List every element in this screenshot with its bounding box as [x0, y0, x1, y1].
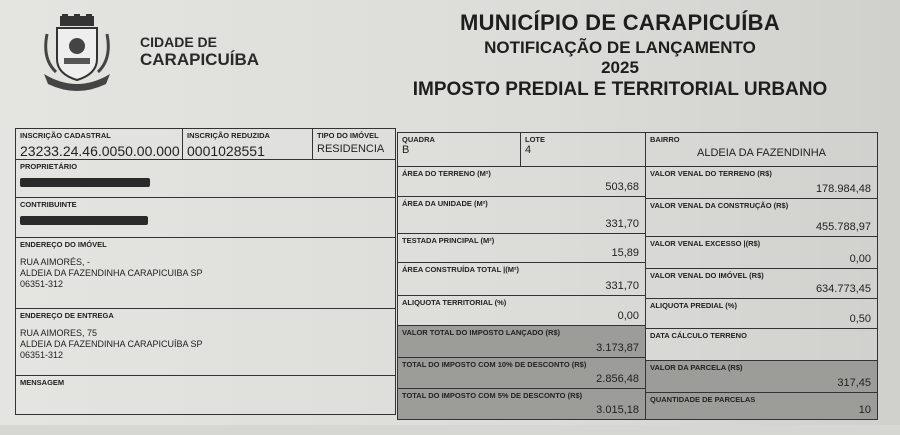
label: TOTAL DO IMPOSTO COM 10% DE DESCONTO (R$) [402, 360, 587, 369]
value: 23233.24.46.0050.00.000 [20, 143, 180, 159]
field-area-construida [397, 262, 646, 296]
value: 3.173,87 [596, 342, 639, 354]
field-valor-venal-terreno [645, 166, 878, 199]
redacted-name [20, 178, 150, 187]
city-line2: CARAPICUÍBA [140, 50, 259, 69]
label: TIPO DO IMÓVEL [317, 131, 379, 140]
label: QUANTIDADE DE PARCELAS [650, 395, 756, 404]
document-title [380, 10, 860, 101]
address-line2: ALDEIA DA FAZENDINHA CARAPICUIBA SP [20, 268, 203, 278]
field-area-unidade [397, 196, 646, 234]
value: 0001028551 [187, 143, 265, 159]
address [20, 257, 391, 290]
field-valor-total [397, 325, 646, 358]
field-inscricao-cadastral [15, 128, 183, 160]
field-valor-venal-imovel [645, 268, 878, 299]
value: B [402, 144, 410, 156]
label: ÁREA CONSTRUÍDA TOTAL |(M²) [402, 265, 519, 274]
label: MENSAGEM [20, 378, 65, 387]
value: ALDEIA DA FAZENDINHA [697, 147, 826, 159]
title-notification: NOTIFICAÇÃO DE LANÇAMENTO [484, 38, 756, 57]
redacted-name [20, 216, 148, 225]
field-valor-venal-excesso [645, 236, 878, 269]
address-line1: RUA AIMORÉS, - [20, 257, 91, 267]
field-mensagem [15, 375, 396, 415]
label: LOTE [525, 135, 545, 144]
title-municipality: MUNICÍPIO DE CARAPICUÍBA [459, 10, 781, 35]
field-bairro [645, 132, 878, 167]
field-tipo-imovel [312, 128, 396, 160]
value: 331,70 [605, 218, 639, 230]
label: BAIRRO [650, 135, 680, 144]
field-desconto-5 [397, 388, 646, 420]
address-line1: RUA AIMORES, 75 [20, 328, 98, 338]
label: INSCRIÇÃO REDUZIDA [187, 131, 270, 140]
label: VALOR VENAL DO IMÓVEL (R$) [650, 271, 764, 280]
field-quantidade-parcelas [645, 392, 878, 420]
label: VALOR VENAL DO TERRENO (R$) [650, 169, 772, 178]
label: ALIQUOTA PREDIAL (%) [650, 301, 737, 310]
city-name [140, 34, 259, 70]
value: 331,70 [605, 280, 639, 292]
value: 503,68 [605, 181, 639, 193]
field-endereco-entrega [15, 308, 396, 376]
address-line2: ALDEIA DA FAZENDINHA CARAPICUÍBA SP [20, 339, 203, 349]
field-quadra [397, 132, 521, 167]
label: DATA CÁLCULO TERRENO [650, 331, 747, 340]
label: ÁREA DO TERRENO (M²) [402, 169, 491, 178]
field-aliquota-predial [645, 298, 878, 329]
value: 0,50 [849, 313, 871, 325]
label: QUADRA [402, 135, 435, 144]
value: 10 [858, 404, 871, 416]
field-endereco-imovel [15, 237, 396, 309]
field-aliquota-territorial [397, 295, 646, 326]
value: 0,00 [849, 253, 871, 265]
value: 4 [525, 144, 532, 156]
value: RESIDENCIA [317, 143, 385, 155]
label: ÁREA DA UNIDADE (M²) [402, 199, 488, 208]
value: 0,00 [617, 310, 639, 322]
label: CONTRIBUINTE [20, 200, 77, 209]
field-area-terreno [397, 166, 646, 197]
value: 634.773,45 [815, 283, 871, 295]
label: ENDEREÇO DO IMÓVEL [20, 240, 107, 249]
field-inscricao-reduzida [182, 128, 313, 160]
value: 455.788,97 [815, 221, 871, 233]
label: ENDEREÇO DE ENTREGA [20, 311, 114, 320]
address-zip: 06351-312 [20, 279, 64, 289]
label: VALOR VENAL EXCESSO |(R$) [650, 239, 761, 248]
field-desconto-10 [397, 357, 646, 389]
city-line1: CIDADE DE [140, 34, 218, 50]
value: 317,45 [837, 377, 871, 389]
title-tax: IMPOSTO PREDIAL E TERRITORIAL URBANO [412, 79, 828, 100]
label: PROPRIETÁRIO [20, 162, 78, 171]
field-data-calculo [645, 328, 878, 361]
label: TESTADA PRINCIPAL (M²) [402, 236, 495, 245]
field-testada [397, 233, 646, 263]
label: ALIQUOTA TERRITORIAL (%) [402, 298, 507, 307]
address-zip: 06351-312 [20, 350, 64, 360]
label: VALOR TOTAL DO IMPOSTO LANÇADO (R$) [402, 328, 561, 337]
label: VALOR VENAL DA CONSTRUÇÃO (R$) [650, 201, 789, 210]
value: 15,89 [611, 247, 639, 259]
value: 178.984,48 [815, 183, 871, 195]
field-valor-parcela [645, 360, 878, 393]
address [20, 328, 391, 361]
label: VALOR DA PARCELA (R$) [650, 363, 743, 372]
municipal-crest-icon [42, 14, 112, 92]
field-valor-venal-construcao [645, 198, 878, 237]
value: 2.856,48 [596, 373, 639, 385]
field-lote [520, 132, 646, 167]
value: 3.015,18 [596, 404, 639, 416]
label: INSCRIÇÃO CADASTRAL [20, 131, 111, 140]
label: TOTAL DO IMPOSTO COM 5% DE DESCONTO (R$) [402, 391, 583, 400]
field-contribuinte [15, 197, 396, 238]
field-proprietario [15, 159, 396, 198]
title-year: 2025 [601, 58, 639, 77]
